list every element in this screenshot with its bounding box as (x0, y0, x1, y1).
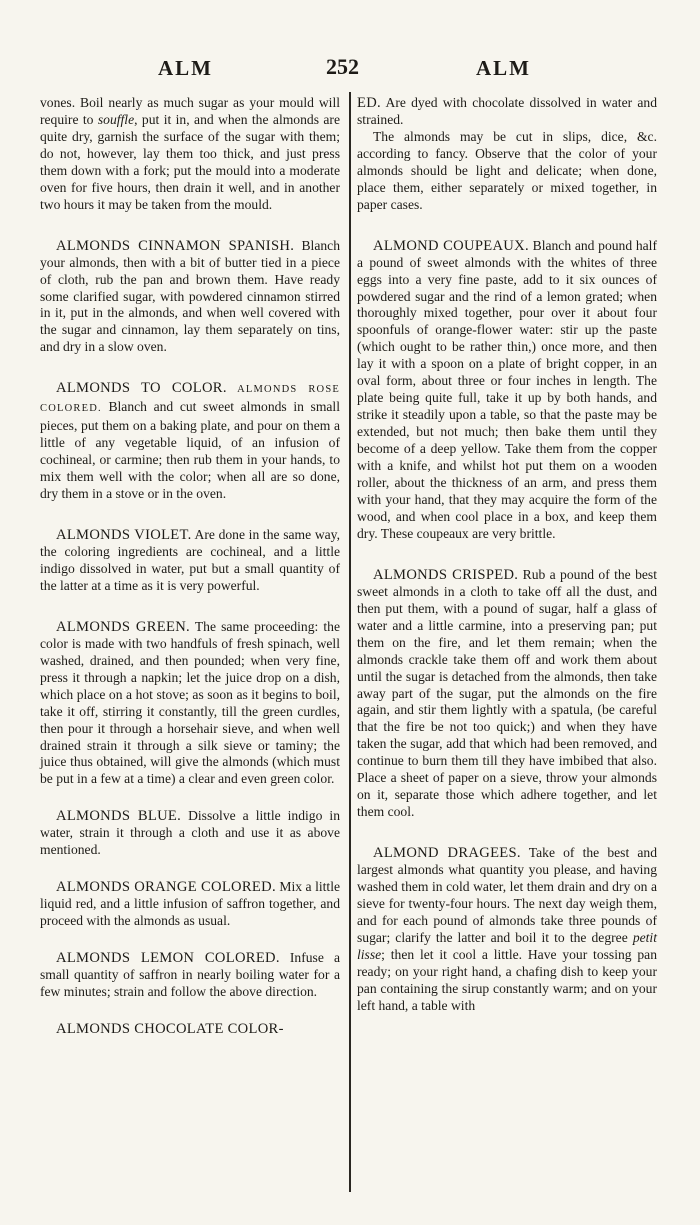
entry-body: Take of the best and largest almonds what quantity you please, and having washed them in cold water, let them drain and dry on a sieve for twenty-four hours. The next day weigh them, and for each pound of almonds take three pounds of sugar; clarify the latter and boil it to the degree (357, 845, 658, 945)
entry-heading: ALMONDS LEMON COLORED. (56, 950, 280, 967)
entry-continuation-chocolate (357, 95, 657, 129)
entry-heading: ALMONDS BLUE. (56, 808, 182, 825)
page-header (0, 56, 700, 82)
entry-almonds-blue (40, 808, 340, 859)
entry-heading: ALMONDS CHOCOLATE COLOR- (56, 1020, 284, 1037)
note-almond-cuts (357, 129, 657, 214)
entry-almond-dragees: ALMOND DRAGEES. Take of the best and largest almonds what quantity you please, and having washed them in cold water, let them drain and dry on a sieve for twenty-four hours. The next day weigh them, and for each pound of almonds take three pounds of sugar; clarify the latter and boil it to the degree petit lisse; then let it cool a little. Have your tossing pan ready; on your right hand, a chafing dish to keep your pan containing the sirup constantly warm; and on your left hand, a table with (357, 845, 658, 1013)
entry-almonds-crisped (357, 567, 657, 821)
entry-almonds-violet (40, 527, 340, 595)
entry-body: Dissolve a little indigo in water, strain it through a cloth and use it as above mentioned. (40, 808, 340, 858)
entry-almonds-orange-colored (40, 879, 340, 930)
entry-heading: ALMONDS CINNAMON SPANISH. (56, 237, 295, 254)
entry-almonds-chocolate-colored (40, 1021, 340, 1038)
entry-heading: ALMOND DRAGEES. (373, 845, 521, 862)
entry-almonds-cinnamon-spanish (40, 238, 340, 357)
entry-body: The almonds may be cut in slips, dice, &c. according to fancy. Observe that the color of your almonds should be light and delicate; when done, place them, either separately or mixed together, in paper cases. (357, 128, 657, 212)
entry-heading: ALMONDS CRISPED. (373, 566, 519, 583)
page-number: 252 (326, 54, 359, 79)
entry-subheading: ALMONDS ROSE COLORED. (40, 384, 340, 415)
entry-body: Rub a pound of the best sweet almonds in a cloth to take off all the dust, and then put them, with a pound of sugar, half a glass of water and a little carmine, into a preserving pan; put them on the fire, and let them remain; when the almonds crackle take them off and work them about until the sugar is detached from the almonds, then take away part of the sugar, put the almonds on the fire again, and stir them lightly with a spatula, (be careful that the fire be not too quick;) and when they have taken the sugar, add that which had been removed, and continue to burn them till they have imbibed that also. Place a sheet of paper on a sieve, throw your almonds on it, separate those which adhere together, and let them cool. (357, 566, 657, 820)
entry-almonds-green (40, 619, 340, 789)
entry-body: Mix a little liquid red, and a little infusion of saffron together, and proceed with the almonds as usual. (40, 879, 341, 929)
column-divider (349, 92, 351, 1192)
entry-almond-coupeaux (357, 238, 657, 543)
italic-term: petit lisse (357, 929, 657, 962)
italic-term: souffle (97, 111, 135, 127)
running-head-right: ALM (476, 56, 531, 80)
entry-body: The same proceeding: the color is made with two handfuls of fresh spinach, well washed, drained, and then pounded; when very fine, press it through a napkin; let the juice drop on a dish, which place on a hot stove; as soon as it begins to boil, take it off, stirring it constantly, till the green curdles, then pour it through a horsehair sieve, and when well drained strain it through a silk sieve or taminy; the juice thus obtained, will give the almonds (which must be put in a few at a time) a clear and even green color. (40, 618, 341, 787)
entry-heading: ALMOND COUPEAUX. (373, 237, 529, 254)
entry-heading: ALMONDS GREEN. (56, 618, 191, 635)
entry-body: Infuse a small quantity of saffron in nearly boiling water for a few minutes; strain and follow the above direction. (40, 950, 340, 999)
right-column (357, 95, 657, 1015)
entry-almonds-lemon-colored (40, 950, 340, 1001)
entry-continuation: vones. Boil nearly as much sugar as your mould will require to souffle, put it in, and when the almonds are quite dry, garnish the surface of the sugar with them; do not, however, lay them too thick, and just press them down with a fork; put the mould into a moderate oven for five hours, then drain it well, and in another two hours it may be taken from the mould. (40, 95, 340, 212)
entry-body: Blanch and pound half a pound of sweet almonds with the whites of three eggs into a very fine paste, add to it six ounces of powdered sugar and the rind of a lemon grated; when thoroughly mixed together, pour over it about four spoonfuls of orange-flower water: stir up the paste (which ought to be rather thin,) once more, and then lay it with a spoon on a plate of bright copper, in an oval form, about three or four inches in length. The plate being quite full, take it up by both hands, and strike it steadily upon a table, so that the paste may be extended, but not much; then bake them until they become of a deep yellow. Take them from the copper with a knife, and whilst hot put them on a wooden roller, about the thickness of an arm, and press them with your hand, that they may acquire the form of the wood, and when cool place in a box, and keep them dry. These coupeaux are very brittle. (357, 237, 657, 541)
entry-heading: ALMONDS VIOLET. (56, 527, 192, 544)
entry-almonds-to-color (40, 380, 340, 503)
entry-heading: ED. (357, 95, 382, 111)
entry-body: Are dyed with chocolate dissolved in water and strained. (357, 95, 657, 127)
entry-body: Blanch your almonds, then with a bit of butter tied in a piece of cloth, rub the pan and brown them. Have ready some clarified sugar, with powdered cinnamon stirred in it, put in the almonds, and when well covered with the sugar and cinnamon, lay them separately on tins, and dry in a slow oven. (40, 237, 340, 355)
running-head-left: ALM (158, 56, 213, 80)
entry-heading: ALMONDS ORANGE COLORED. (56, 879, 276, 896)
entry-body: Blanch and cut sweet almonds in small pieces, put them on a baking plate, and pour on them a little of any vegetable liquid, of an infusion of cochineal, or carmine; then rub them in your hands, to mix them well with the color; when all are so done, dry them in a stove or in the oven. (40, 399, 340, 502)
entry-heading: ALMONDS TO COLOR. (56, 380, 227, 397)
left-column (40, 95, 340, 1038)
entry-body: Are done in the same way, the coloring ingredients are cochineal, and a little indigo dissolved in water, put but a small quantity of the latter at a time as it is very powerful. (40, 527, 340, 593)
